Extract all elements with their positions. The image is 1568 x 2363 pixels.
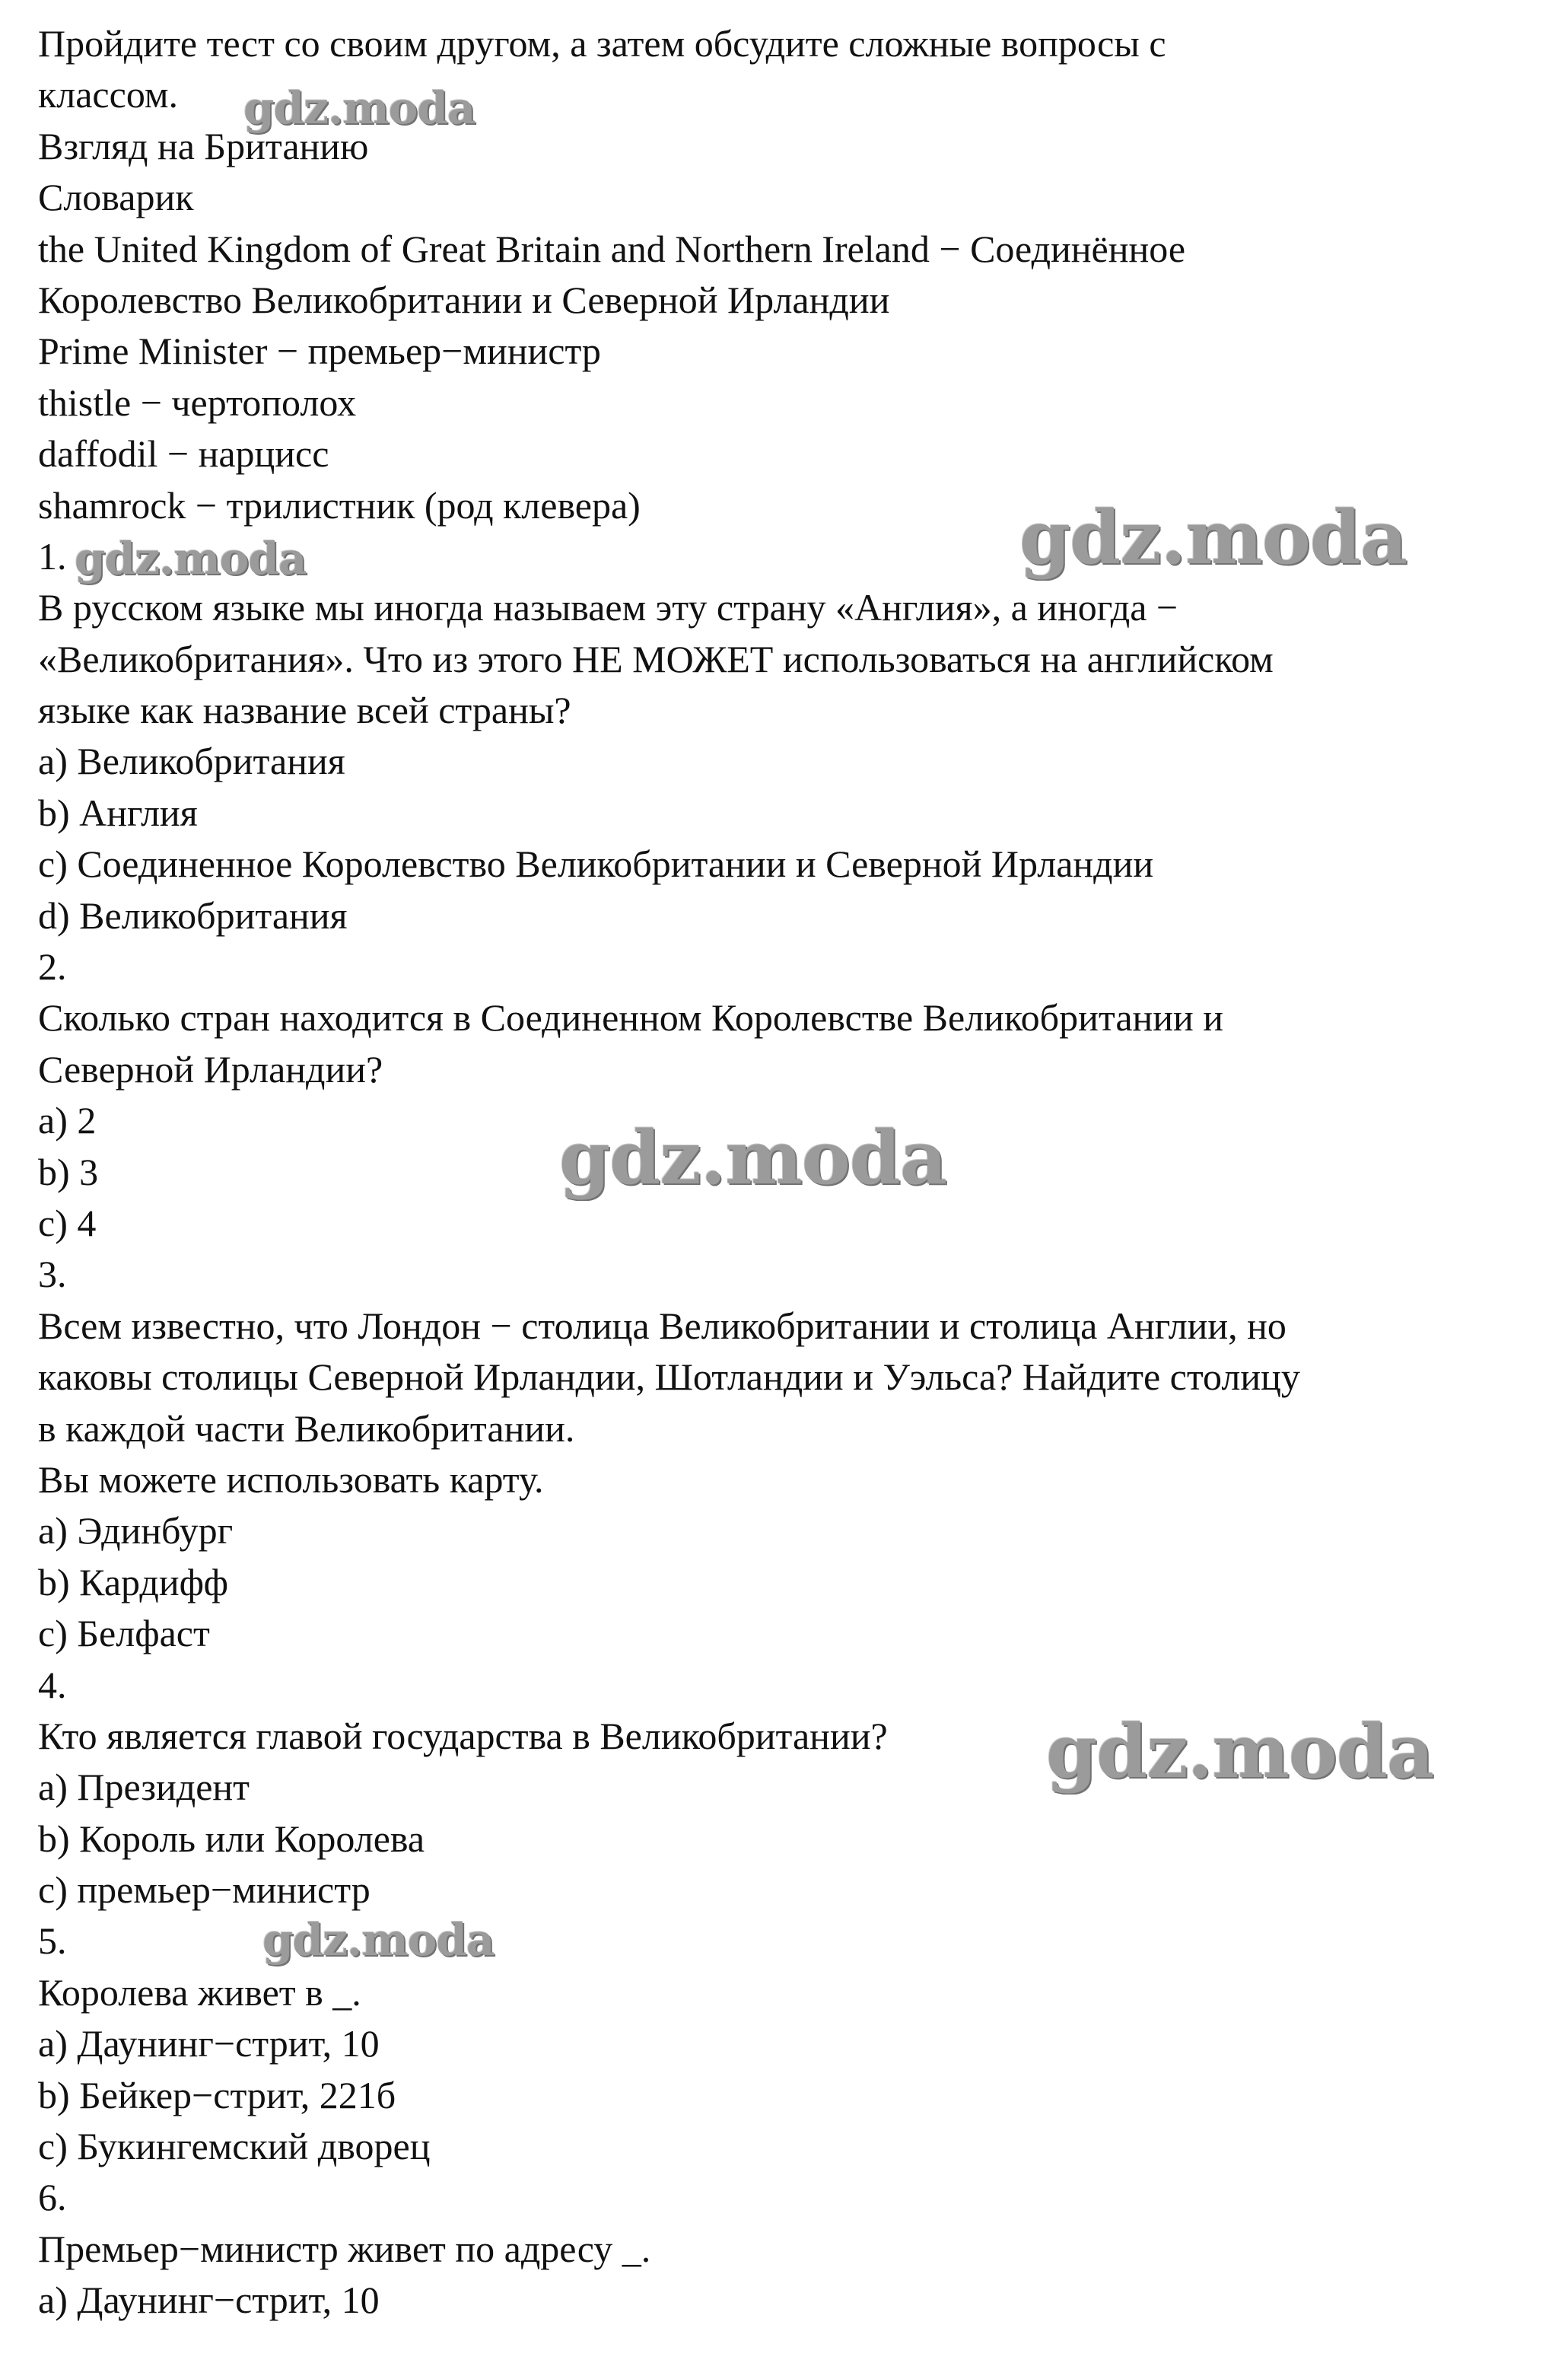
question-text: В русском языке мы иногда называем эту страну «Англия», а иногда − — [38, 586, 1178, 629]
question-number: 1. — [38, 534, 67, 578]
answer-option: a) Великобритания — [38, 740, 345, 783]
answer-option: b) Кардифф — [38, 1560, 229, 1603]
answer-option: a) 2 — [38, 1099, 97, 1142]
vocabulary-entry: daffodil − нарцисс — [38, 432, 329, 476]
answer-option: a) Президент — [38, 1766, 250, 1809]
question-text: Всем известно, что Лондон − столица Великобритании и столица Англии, но — [38, 1304, 1287, 1347]
answer-option: b) Англия — [38, 791, 198, 834]
intro-line-2: классом. — [38, 73, 179, 116]
section-title: Взгляд на Британию — [38, 124, 369, 167]
watermark: gdz.moda — [1019, 495, 1407, 581]
vocabulary-entry: thistle − чертополох — [38, 381, 357, 424]
answer-option: c) Белфаст — [38, 1612, 210, 1655]
watermark: gdz.moda — [75, 533, 307, 584]
question-text: Сколько стран находится в Соединенном Королевстве Великобритании и — [38, 996, 1224, 1040]
answer-option: a) Даунинг−стрит, 10 — [38, 2022, 380, 2065]
answer-option: c) премьер−министр — [38, 1868, 371, 1912]
vocabulary-entry: Prime Minister − премьер−министр — [38, 330, 601, 373]
vocabulary-entry: the United Kingdom of Great Britain and Northern Ireland − Соединённое — [38, 227, 1186, 270]
watermark: gdz.moda — [243, 82, 475, 134]
vocabulary-entry: Королевство Великобритании и Северной Ирландии — [38, 278, 890, 321]
question-number: 5. — [38, 1919, 67, 1963]
question-number: 6. — [38, 2176, 67, 2219]
intro-line-1: Пройдите тест со своим другом, а затем обсудите сложные вопросы с — [38, 22, 1166, 65]
watermark: gdz.moda — [1046, 1709, 1434, 1795]
question-text: Вы можете использовать карту. — [38, 1457, 544, 1501]
answer-option: c) 4 — [38, 1201, 97, 1244]
question-text: языке как название всей страны? — [38, 689, 571, 732]
answer-option: a) Эдинбург — [38, 1509, 234, 1553]
question-text: Кто является главой государства в Великобритании? — [38, 1714, 888, 1757]
answer-option: a) Даунинг−стрит, 10 — [38, 2279, 380, 2322]
vocabulary-heading: Словарик — [38, 176, 194, 219]
answer-option: b) Бейкер−стрит, 221б — [38, 2073, 396, 2116]
vocabulary-entry: shamrock − трилистник (род клевера) — [38, 483, 641, 527]
answer-option: b) 3 — [38, 1150, 99, 1193]
question-number: 3. — [38, 1253, 67, 1296]
question-text: в каждой части Великобритании. — [38, 1406, 575, 1450]
question-text: Северной Ирландии? — [38, 1047, 383, 1091]
watermark: gdz.moda — [262, 1914, 495, 1966]
answer-option: d) Великобритания — [38, 893, 348, 937]
watermark: gdz.moda — [559, 1115, 947, 1201]
question-text: «Великобритания». Что из этого НЕ МОЖЕТ использоваться на английском — [38, 637, 1274, 680]
answer-option: c) Соединенное Королевство Великобритании и Северной Ирландии — [38, 842, 1154, 886]
answer-option: c) Букингемский дворец — [38, 2125, 431, 2168]
question-number: 4. — [38, 1663, 67, 1706]
question-text: каковы столицы Северной Ирландии, Шотландии и Уэльса? Найдите столицу — [38, 1355, 1300, 1399]
document-page — [38, 18, 1552, 2326]
question-text: Королева живет в _. — [38, 1970, 361, 2014]
question-text: Премьер−министр живет по адресу _. — [38, 2227, 651, 2270]
question-number: 2. — [38, 945, 67, 989]
answer-option: b) Король или Королева — [38, 1817, 425, 1860]
